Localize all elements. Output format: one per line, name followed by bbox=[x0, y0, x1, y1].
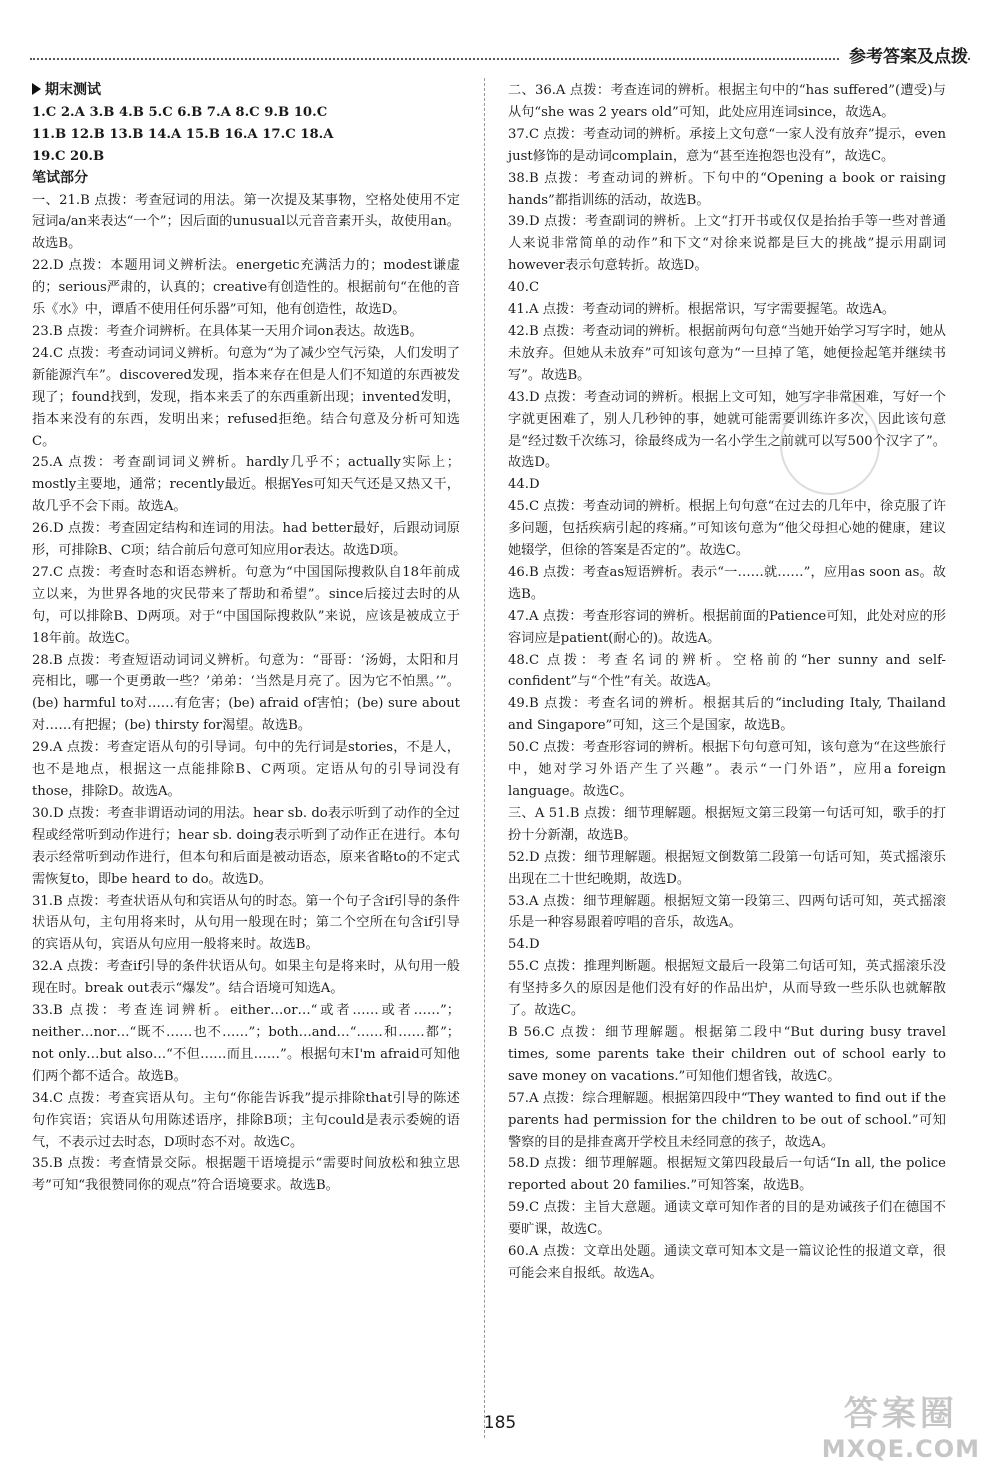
answer-entry: 49.B 点拨：考查名词的辨析。根据其后的“including Italy, Thailand and Singapore”可知，这三个是国家，故选B。 bbox=[508, 696, 946, 734]
answer-entry: 45.C 点拨：考查动词的辨析。根据上句句意“在过去的几年中，徐克服了许多问题，包括疾病引起的疼痛。”可知该句意为“他父母担心她的健康，建议她辍学，但徐的答案是否定的”。故选C。 bbox=[508, 499, 946, 559]
answer-entry: 42.B 点拨：考查动词的辨析。根据前两句句意“当她开始学习写字时，她从未放弃。但她从未放弃”可知该句意为“一旦掉了笔，她便捡起笔并继续书写”。故选B。 bbox=[508, 323, 946, 383]
answer-entry: 55.C 点拨：推理判断题。根据短文最后一段第二句话可知，英式摇滚乐没有坚持多久的原因是他们没有好的作品出炉，从而导致一些乐队也就解散了。故选C。 bbox=[508, 959, 946, 1019]
answer-entry: 38.B 点拨：考查动词的辨析。下句中的“Opening a book or raising hands”都指训练的活动，故选B。 bbox=[508, 170, 946, 208]
answer-entry: 22.D 点拨：本题用词义辨析法。energetic充满活力的；modest谦虚的；serious严肃的，认真的；creative有创造性的。根据前句“在他的音乐《水》中，谭盾不使用任何乐器”可知，他有创造性，故选D。 bbox=[32, 258, 460, 318]
answer-entry: 59.C 点拨：主旨大意题。通读文章可知作者的目的是劝诫孩子们在德国不要旷课，故选C。 bbox=[508, 1200, 946, 1238]
answer-entry: 50.C 点拨：考查形容词的辨析。根据下句句意可知，该句意为“在这些旅行中，她对学习外语产生了兴趣”。表示“一门外语”，应用a foreign language。故选C。 bbox=[508, 740, 946, 799]
answer-entry: 29.A 点拨：考查定语从句的引导词。句中的先行词是stories，不是人，也不是地点，根据这一点能排除B、C两项。定语从句的引导词没有those，排除D。故选A。 bbox=[32, 740, 460, 799]
section-title: 期末测试 bbox=[32, 80, 460, 102]
answer-entry: 52.D 点拨：细节理解题。根据短文倒数第二段第一句话可知，英式摇滚乐出现在二十世纪晚期，故选D。 bbox=[508, 849, 946, 887]
answer-entry: 46.B 点拨：考查as短语辨析。表示“一……就……”，应用as soon as。故选B。 bbox=[508, 564, 946, 602]
answer-entry: 37.C 点拨：考查动词的辨析。承接上文句意“一家人没有放弃”提示，even just修饰的是动词complain，意为“甚至连抱怨也没有”，故选C。 bbox=[508, 126, 946, 164]
answer-entry: 40.C bbox=[508, 280, 540, 296]
watermark-logo bbox=[822, 1386, 980, 1463]
answer-entry: 31.B 点拨：考查状语从句和宾语从句的时态。第一个句子含if引导的条件状语从句，主句用将来时，从句用一般现在时；第二个空所在句含if引导的宾语从句，宾语从句应用一般将来时。故选B。 bbox=[32, 893, 460, 953]
answer-entry: 33.B 点拨：考查连词辨析。either…or…“或者……或者……”；neither…nor…“既不……也不……”；both…and…“……和……都”；not only…but also…“不但……而且……”。根据句末I'm afraid可知他们两个都不适合。故选B。 bbox=[32, 1003, 460, 1084]
column-divider bbox=[484, 78, 485, 1438]
answer-row: 11.B 12.B 13.B 14.A 15.B 16.A 17.C 18.A bbox=[32, 126, 334, 142]
left-column bbox=[32, 80, 460, 1197]
header-title: 参考答案及点拨 bbox=[841, 42, 968, 67]
answer-entry: 一、21.B 点拨：考查冠词的用法。第一次提及某事物，空格处使用不定冠词a/an来表达“一个”；因后面的unusual以元音音素开头，故使用an。故选B。 bbox=[32, 192, 460, 252]
triangle-arrow-icon bbox=[32, 83, 41, 95]
answer-entry: 57.A 点拨：综合理解题。根据第四段中“They wanted to find out if the parents had permission for the children to be out of school.”可知警察的目的是排查离开学校且未经同意的孩子，故选A。 bbox=[508, 1090, 946, 1150]
watermark-text: 答案圈 bbox=[843, 1394, 958, 1434]
answer-entry: 27.C 点拨：考查时态和语态辨析。句意为“中国国际搜救队自18年前成立以来，为世界各地的灾民带来了帮助和希望”。since后接过去时的从句，可以排除B、D两项。对于“中国国际搜救队”来说，应该是被成立于18年前。故选C。 bbox=[32, 564, 460, 646]
answer-entry: 32.A 点拨：考查if引导的条件状语从句。如果主句是将来时，从句用一般现在时。break out表示“爆发”。结合语境可知选A。 bbox=[32, 959, 460, 997]
answer-entry: 25.A 点拨：考查副词词义辨析。hardly几乎不；actually实际上；mostly主要地，通常；recently最近。根据Yes可知天气还是又热又干，故几乎不会下雨。故选A。 bbox=[32, 455, 460, 515]
answer-entry: 48.C 点拨：考查名词的辨析。空格前的“her sunny and self-confident”与“个性”有关。故选A。 bbox=[508, 652, 946, 690]
answer-entry: 23.B 点拨：考查介词辨析。在具体某一天用介词on表达。故选B。 bbox=[32, 323, 423, 339]
answer-entry: 30.D 点拨：考查非谓语动词的用法。hear sb. do表示听到了动作的全过程或经常听到动作进行；hear sb. doing表示听到了动作正在进行。本句表示经常听到动作进行，但本句和后面是被动语态，原来省略to的不定式需恢复to，即be heard to do。故选D。 bbox=[32, 805, 460, 887]
right-column bbox=[508, 80, 946, 1285]
answer-entry: 28.B 点拨：考查短语动词词义辨析。句意为：“哥哥：‘汤姆，太阳和月亮相比，哪一个更勇敢一些？’弟弟：‘当然是月亮了。因为它不怕黑。’”。(be) harmful to对……有危害；(be) afraid of害怕；(be) sure about对……有把握；(be) thirsty for渴望。故选B。 bbox=[32, 652, 460, 734]
watermark-url: MXQE.COM bbox=[821, 1435, 980, 1463]
answer-entry: 54.D bbox=[508, 937, 540, 953]
answer-entry: 26.D 点拨：考查固定结构和连词的用法。had better最好，后跟动词原形，可排除B、C项；结合前后句意可知应用or表达。故选D项。 bbox=[32, 521, 460, 559]
answer-entry: 34.C 点拨：考查宾语从句。主句“你能告诉我”提示排除that引导的陈述句作宾语；宾语从句用陈述语序，排除B项；主句could是表示委婉的语气，不表示过去时态，D项时态不对。故选C。 bbox=[32, 1090, 460, 1150]
page-number: 185 bbox=[483, 1413, 517, 1433]
answer-entry: B 56.C 点拨：细节理解题。根据第二段中“But during busy travel times, some parents take their children out of school early to save money on vacations.”可知他们想省钱，故选C。 bbox=[508, 1024, 946, 1084]
written-section-title: 笔试部分 bbox=[32, 169, 88, 186]
answer-row: 19.C 20.B bbox=[32, 148, 105, 164]
answer-entry: 39.D 点拨：考查副词的辨析。上文“打开书或仅仅是抬抬手等一些对普通人来说非常简单的动作”和下文“对徐来说都是巨大的挑战”提示用副词however表示句意转折。故选D。 bbox=[508, 214, 946, 274]
header-rule bbox=[30, 58, 970, 60]
answer-row: 1.C 2.A 3.B 4.B 5.C 6.B 7.A 8.C 9.B 10.C bbox=[32, 104, 328, 120]
answer-entry: 53.A 点拨：细节理解题。根据短文第一段第三、四两句话可知，英式摇滚乐是一种容易跟着哼唱的音乐，故选A。 bbox=[508, 893, 946, 931]
answer-entry: 24.C 点拨：考查动词词义辨析。句意为“为了减少空气污染，人们发明了新能源汽车”。discovered发现，指本来存在但是人们不知道的东西被发现了；found找到，发现，指本来丢了的东西重新出现；invented发明，指本来没有的东西，发明出来；refused拒绝。结合句意及分析可知选C。 bbox=[32, 345, 460, 449]
answer-entry: 41.A 点拨：考查动词的辨析。根据常识，写字需要握笔。故选A。 bbox=[508, 302, 896, 318]
answer-entry: 二、36.A 点拨：考查连词的辨析。根据主句中的“has suffered”(遭受)与从句“she was 2 years old”可知，此处应用连词since，故选A。 bbox=[508, 83, 946, 120]
answer-entry: 58.D 点拨：细节理解题。根据短文第四段最后一句话“In all, the police reported about 20 families.”可知答案，故选B。 bbox=[508, 1156, 946, 1194]
answer-entry: 47.A 点拨：考查形容词的辨析。根据前面的Patience可知，此处对应的形容词应是patient(耐心的)。故选A。 bbox=[508, 608, 946, 646]
answer-entry: 44.D bbox=[508, 477, 540, 493]
answer-entry: 三、A 51.B 点拨：细节理解题。根据短文第三段第一句话可知，歌手的打扮十分新潮，故选B。 bbox=[508, 805, 946, 843]
answer-entry: 60.A 点拨：文章出处题。通读文章可知本文是一篇议论性的报道文章，很可能会来自报纸。故选A。 bbox=[508, 1244, 946, 1281]
answer-entry: 35.B 点拨：考查情景交际。根据题干语境提示“需要时间放松和独立思考”可知“我很赞同你的观点”符合语境要求。故选B。 bbox=[32, 1156, 460, 1194]
answer-entry: 43.D 点拨：考查动词的辨析。根据上文可知，她写字非常困难，写好一个字就更困难了，别人几秒钟的事，她就可能需要训练许多次，因此该句意是“经过数千次练习，徐最终成为一名小学生之前就可以写500个汉字了”。故选D。 bbox=[508, 389, 946, 471]
faint-stamp-mark bbox=[780, 395, 880, 495]
